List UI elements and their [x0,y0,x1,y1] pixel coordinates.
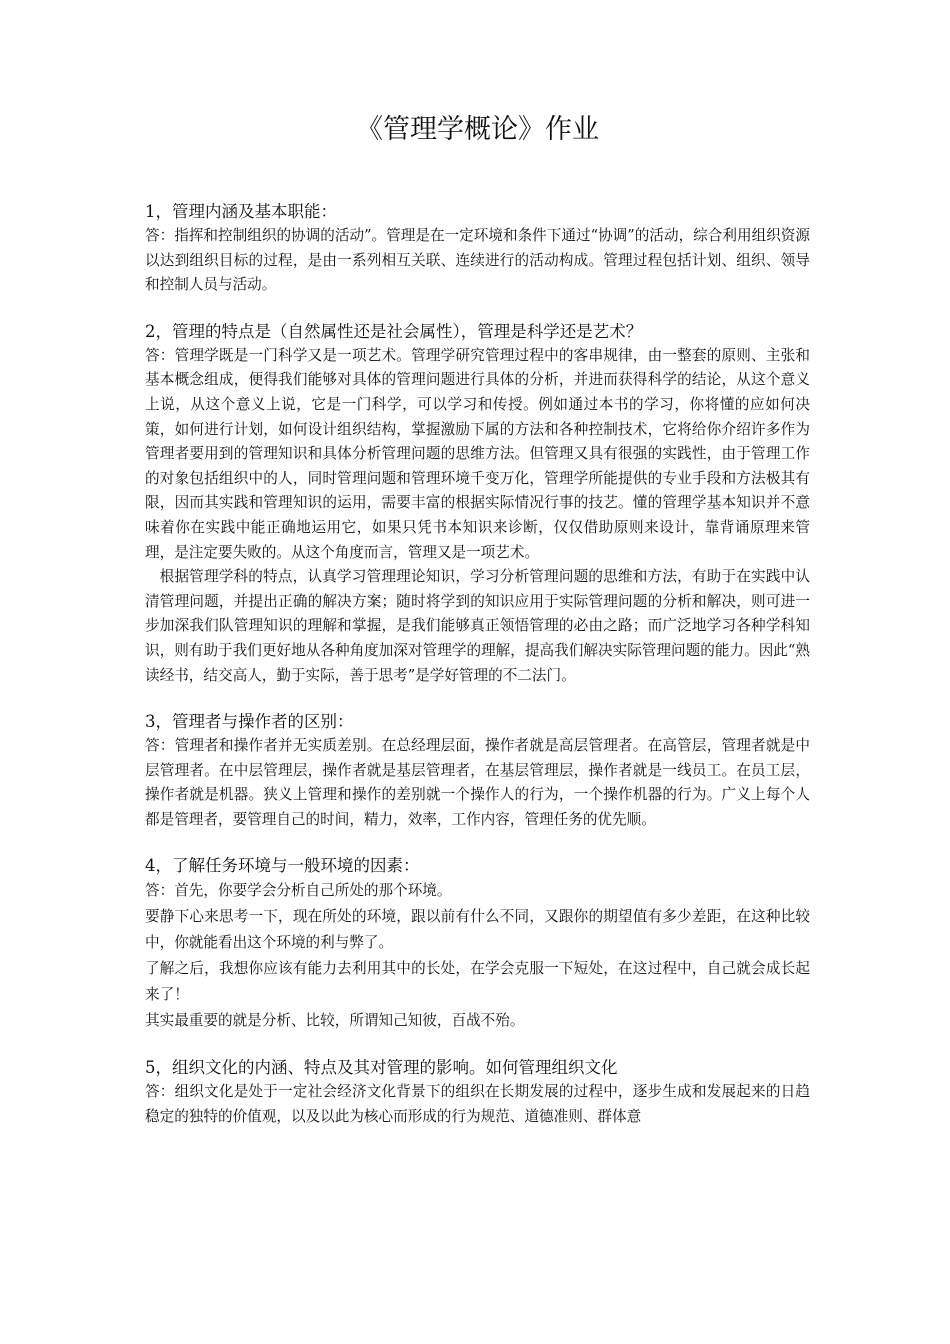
answer-paragraph: 要静下心来思考一下，现在所处的环境，跟以前有什么不同，又跟你的期望值有多少差距，在这种比较中，你就能看出这个环境的利与弊了。 [145,908,810,952]
answer-paragraph: 答：指挥和控制组织的协调的活动”。管理是在一定环境和条件下通过“协调”的活动，综合利用组织资源以达到组织目标的过程，是由一系列相互关联、连续进行的活动构成。管理过程包括计划、组织、领导和控制人员与活动。 [145,227,810,294]
question-heading: 3，管理者与操作者的区别： [145,712,354,732]
question-heading: 5，组织文化的内涵、特点及其对管理的影响。如何管理组织文化 [145,1058,618,1078]
answer-paragraph: 根据管理学科的特点，认真学习管理理论知识，学习分析管理问题的思维和方法，有助于在实践中认清管理问题，并提出正确的解决方案；随时将学到的知识应用于实际管理问题的分析和解决，则可进一步加深我们队管理知识的理解和掌握，是我们能够真正领悟管理的必由之路；而广泛地学习各种学科知识，则有助于我们更好地从各种角度加深对管理学的理解，提高我们解决实际管理问题的能力。因此“熟读经书，结交高人，勤于实际，善于思考”是学好管理的不二法门。 [145,568,810,684]
answer-paragraph: 答：首先，你要学会分析自己所处的那个环境。 [145,882,452,900]
section-2 [145,320,810,688]
section-1 [145,200,810,298]
question-heading: 4，了解任务环境与一般环境的因素： [145,856,420,876]
answer-paragraph: 其实最重要的就是分析、比较，所谓知己知彼，百战不殆。 [145,1012,525,1030]
answer-paragraph: 答：组织文化是处于一定社会经济文化背景下的组织在长期发展的过程中，逐步生成和发展起来的日趋稳定的独特的价值观，以及以此为核心而形成的行为规范、道德准则、群体意 [145,1083,810,1126]
question-heading: 2，管理的特点是（自然属性还是社会属性），管理是科学还是艺术？ [145,321,643,341]
question-heading: 1，管理内涵及基本职能： [145,202,337,221]
document-title: 《管理学概论》作业 [356,114,599,145]
section-4 [145,854,810,1034]
answer-paragraph: 答：管理者和操作者并无实质差别。在总经理层面，操作者就是高层管理者。在高管层，管理者就是中层管理者。在中层管理层，操作者就是基层管理者，在基层管理层，操作者就是一线员工。在员工层，操作者就是机器。狭义上管理和操作的差别就一个操作人的行为，一个操作机器的行为。广义上每个人都是管理者，要管理自己的时间，精力，效率，工作内容，管理任务的优先顺。 [145,737,810,828]
answer-paragraph: 答：管理学既是一门科学又是一项艺术。管理学研究管理过程中的客串规律，由一整套的原则、主张和基本概念组成，便得我们能够对具体的管理问题进行具体的分析，并进而获得科学的结论，从这个意义上说，从这个意义上说，它是一门科学，可以学习和传授。例如通过本书的学习，你将懂的应如何决策，如何进行计划，如何设计组织结构，掌握激励下属的方法和各种控制技术，它将给你介绍许多作为管理者要用到的管理知识和具体分析管理问题的思维方法。但管理又具有很强的实践性，由于管理工作的对象包括组织中的人，同时管理问题和管理环境千变万化，管理学所能提供的专业手段和方法极其有限，因而其实践和管理知识的运用，需要丰富的根据实际情况行事的技艺。懂的管理学基本知识并不意味着你在实践中能正确地运用它，如果只凭书本知识来诊断，仅仅借助原则来设计，靠背诵原理来管理，是注定要失败的。从这个角度而言，管理又是一项艺术。 [145,346,810,561]
answer-paragraph: 了解之后，我想你应该有能力去利用其中的长处，在学会克服一下短处，在这过程中，自己就会成长起来了！ [145,960,810,1004]
section-3 [145,710,810,832]
section-5 [145,1056,810,1129]
